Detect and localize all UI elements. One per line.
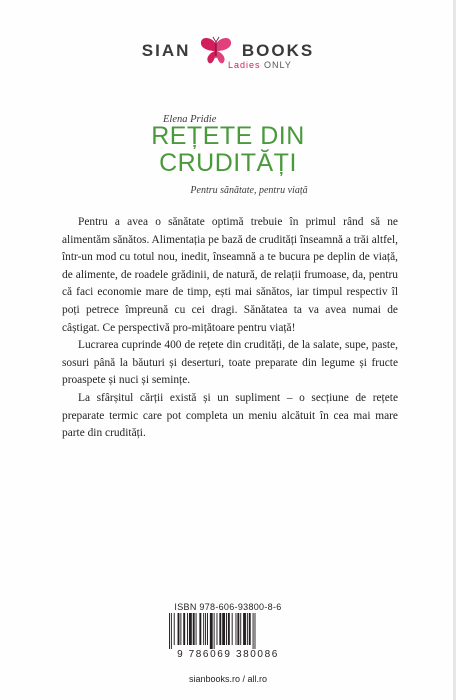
barcode-bar — [203, 613, 204, 645]
barcode-bar — [226, 613, 227, 645]
logo-tagline — [228, 60, 292, 70]
isbn-text: ISBN 978-606-93800-8-6 — [174, 602, 282, 612]
barcode-bar — [228, 613, 230, 645]
barcode-bar — [205, 613, 206, 645]
tagline-ladies: Ladies — [228, 60, 261, 70]
author-name: Elena Pridie — [163, 114, 217, 125]
barcode-bar — [253, 613, 254, 649]
barcode-bar — [255, 613, 256, 649]
barcode-number: 9 786069 380086 — [177, 649, 279, 660]
book-subtitle: Pentru sănătate, pentru viață — [190, 185, 308, 196]
logo-text-left: SIAN — [141, 41, 191, 60]
barcode-bar — [189, 613, 192, 645]
logo-text-right: BOOKS — [241, 41, 315, 60]
barcode-bar — [196, 613, 197, 645]
blurb-paragraph: Lucrarea cuprinde 400 de rețete din crudități, de la salate, supe, paste, sosuri până la băuturi și deserturi, toate preparate din legume și fructe proaspete și nuci și semințe. — [62, 339, 398, 387]
book-title-line-2: CRUDITĂȚI — [159, 149, 297, 177]
tagline-only: ONLY — [264, 60, 292, 70]
barcode-bar — [219, 613, 221, 645]
barcode-bar — [222, 613, 225, 645]
barcode-bar — [187, 613, 188, 645]
barcode-bar — [237, 613, 239, 645]
barcode-bar — [180, 613, 181, 645]
barcode-bar — [207, 613, 208, 645]
barcode-bar — [247, 613, 248, 645]
publisher-website: sianbooks.ro / all.ro — [188, 674, 268, 684]
barcode-bar — [240, 613, 241, 645]
barcode-bars — [169, 613, 287, 649]
barcode-bar — [249, 613, 251, 645]
barcode-bar — [183, 613, 185, 645]
barcode-bar — [178, 613, 180, 645]
blurb — [62, 214, 398, 443]
publisher-logo — [0, 28, 456, 88]
barcode — [163, 602, 293, 667]
barcode-bar — [232, 613, 233, 645]
blurb-paragraph: La sfârșitul cărții există și un supliment – o secțiune de rețete preparate termic care pot completa un meniu alcătuit în cea mai mare parte din crudități. — [62, 391, 398, 440]
blurb-paragraph: Pentru a avea o sănătate optimă trebuie în primul rând să ne alimentăm sănătos. Alimentația pe bază de crudități înseamnă a trăi altfel, într-un mod cu totul nou, inedit, înseamnă a te bucura pe deplin de viață, de alimente, de roadele grădinii, de natură, de relații frumoase, da, pentru că faci economie mare de timp, ești mai sănătos, iar timpul respectiv îl poți petrece împreună cu cei dragi. Sănătatea ta va avea numai de câștigat. Ce perspectivă pro-mițătoare pentru viață! — [62, 216, 398, 334]
barcode-bar — [210, 613, 213, 649]
barcode-bar — [193, 613, 195, 645]
barcode-bar — [169, 613, 170, 649]
barcode-bar — [214, 613, 215, 649]
barcode-bar — [199, 613, 201, 645]
barcode-bar — [171, 613, 172, 649]
barcode-bar — [217, 613, 218, 645]
barcode-bar — [174, 613, 175, 645]
book-title-line-1: REȚETE DIN — [151, 122, 305, 150]
barcode-bar — [236, 613, 237, 645]
barcode-bar — [243, 613, 246, 645]
